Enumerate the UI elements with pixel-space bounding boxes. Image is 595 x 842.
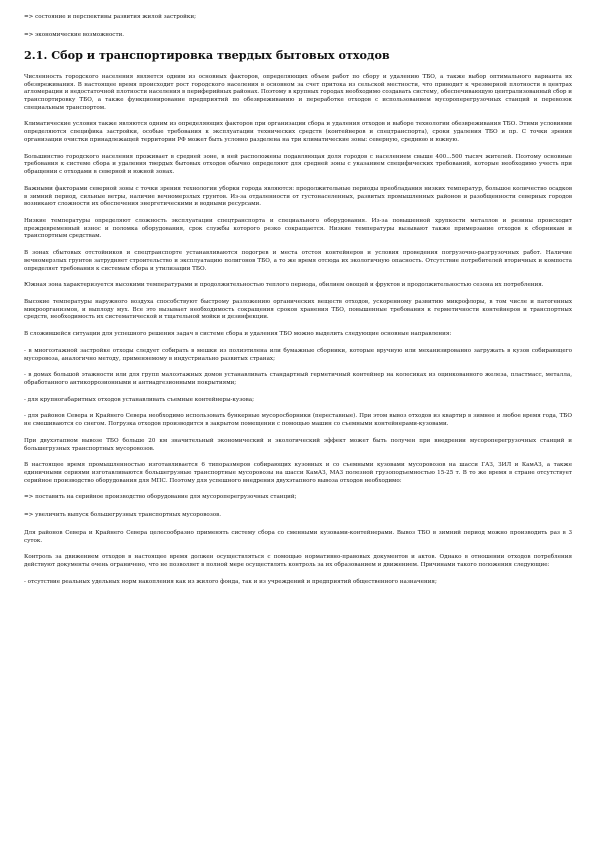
- body-paragraph: В настоящее время промышленностью изготавливается 6 типоразмеров собирающих кузовных и со съемными кузовами мусоровозов на шасси ГАЗ, ЗИЛ и КамАЗ, а также единичными сериями изготавливаются большегрузные транспортные мусоровозы на шасси КамАЗ, МАЗ полезной грузоподъемностью 15-25 т. В то же время в стране отсутствует серийное производство оборудования для МПС. Поэтому для успешного внедрения двухэтапного вывоза отходов необходимо:: [24, 462, 572, 484]
- body-paragraph: Южная зона характеризуется высокими температурами и продолжительностью теплого периода, обилием овощей и фруктов и продолжительностью сезона их потребления.: [24, 282, 544, 289]
- document-page: [24, 14, 572, 596]
- dash-list-item: - для крупногабаритных отходов устанавливать съемные контейнеры-кузова;: [24, 396, 255, 403]
- dash-list-item: - отсутствие реальных удельных норм накопления как из жилого фонда, так и из учреждений и предприятий общественного назначения;: [24, 578, 437, 585]
- dash-list-item: - в многоэтажной застройке отходы следует собирать в мешки из полиэтилена или бумажные сборники, которые вручную или механизированно загружать в кузов собирающего мусоровоза, аналогично методу, применяемому в индустриально развитых странах;: [24, 347, 572, 362]
- body-paragraph: Климатические условия также являются одним из определяющих факторов при организации сбора и удаления отходов и выборе технологии обезвреживания ТБО. Этими условиями определяются специфика застройки, особые требования к эксплуатации технических средств (контейнеров и спецтранспорта), сроки удаления ТБО и пр. С точки зрения организации очистки принадлежащей территории РФ может быть условно разделена на три климатические зоны: северную, среднюю и южную.: [24, 121, 572, 143]
- arrow-list-item: => увеличить выпуск большегрузных транспортных мусоровозов.: [24, 512, 222, 519]
- arrow-list-item: => поставить на серийное производство оборудование для мусороперегрузочных станций;: [24, 494, 297, 501]
- body-paragraph: Контроль за движением отходов в настоящее время должен осуществляться с помощью нормативно-правовых документов и актов. Однако в отношении отходов потребления действуют документы очень ограничено, что не позволяет в полной мере осуществлять контроль за их образованием и движением. Причинами такого положения следующие:: [24, 554, 572, 569]
- arrow-list-item: => экономические возможности.: [24, 31, 125, 38]
- body-paragraph: Большинство городского населения проживает в средней зоне, в ней расположены подавляющая доля городов с населением свыше 400...500 тысяч жителей. Поэтому основные требования к системе сбора и удаления твердых бытовых отходов обычно определяют для средней зоны с указанием специфических требований, которые необходимо учесть при обращении с отходами в северной и южной зонах.: [24, 153, 572, 176]
- body-paragraph: Высокие температуры наружного воздуха способствуют быстрому разложению органических веществ отходов, ускоренному развитию микрофлоры, в том числе и патогенных микроорганизмов, и выплоду мух. Все это вызывает необходимость сокращения сроков хранения ТБО, повышенные требования к герметичности контейнеров и транспортных средств, необходимость их систематической и тщательной мойки и дезинфекции.: [24, 298, 572, 321]
- body-paragraph: В сложившейся ситуации для успешного решения задач в системе сбора и удаления ТБО можно выделить следующие основные направления:: [24, 331, 452, 338]
- body-paragraph: Для районов Севера и Крайнего Севера целесообразно применять систему сбора со сменными кузовами-контейнерами. Вывоз ТБО в зимний период можно производить раз в 3 суток.: [24, 529, 572, 544]
- arrow-list-item: => состояние и перспективы развития жилой застройки;: [24, 14, 196, 20]
- body-paragraph: Важными факторами северной зоны с точки зрения технологии уборки города являются: продолжительные периоды преобладания низких температур, большое количество осадков в зимний период, сильные ветры, наличие вечномерзлых грунтов. Из-за отдаленности от густонаселенных, развитых промышленных районов и разобщенности северных городов возникают сложности их обеспечения энергетическими и водными ресурсами.: [24, 185, 572, 208]
- dash-list-item: - в домах большой этажности или для групп малоэтажных домов устанавливать стандартный герметичный контейнер на колесиках из оцинкованного железа, пластмасс, металла, обработанного антикоррозионными и антиадгезионными покрытиями;: [24, 372, 572, 386]
- body-paragraph: Численность городского населения является одним из основных факторов, определяющих объем работ по сбору и удалению ТБО, а также выбор оптимального варианта их обезвреживания. В настоящее время происходит рост городского населения в основном за счет притока из сельской местности, что приводит к чрезмерной плотности в центрах агломерации и недостаточной плотности населения в периферийных районах. Поэтому в крупных городах необходимо создавать систему, обеспечивающую централизованный сбор и транспортировку ТБО, а также функционирование предприятий по обезвреживанию и переработке отходов с использованием мусороперегрузочных станций и перевозок специальным транспортом.: [24, 73, 572, 111]
- body-paragraph: В зонах сбытовых отстойников и спецтранспорте устанавливаются подогрев и места отстоя контейнеров и условия проведения погрузочно-разгрузочных работ. Наличие вечномерзлых грунтов затрудняет строительство и эксплуатацию полигонов ТБО, а то же время отсюда их экологичную опасность. Отсутствие потребителей вторичных и компоста определяет требования к системам сбора и утилизации ТБО.: [24, 250, 572, 272]
- body-paragraph: При двухэтапном вывозе ТБО больше 20 км значительный экономический и экологический эффект может быть получен при внедрении мусороперегрузочных станций и большегрузных транспортных мусоровозов.: [24, 437, 572, 452]
- dash-list-item: - для районов Севера и Крайнего Севера необходимо использовать бункерные мусоросборники (переставные). При этом вывоз отходов из квартир в зимнее и любое время года, ТБО не смешиваются со снегом. Погрузка отходов производится в закрытом помещении с помощью машин со съемными контейнерами-кузовами.: [24, 413, 572, 428]
- section-heading: 2.1. Сбор и транспортировка твердых бытовых отходов: [24, 48, 390, 63]
- body-paragraph: Низкие температуры определяют сложность эксплуатации спецтранспорта и специального оборудования. Из-за повышенной хрупкости металлов и резины происходит преждевременный износ и поломка оборудования, срок службы которого резко сокращается. Низкие температуры вызывают также примерзание отходов к сборникам и транспортным средствам.: [24, 217, 572, 240]
